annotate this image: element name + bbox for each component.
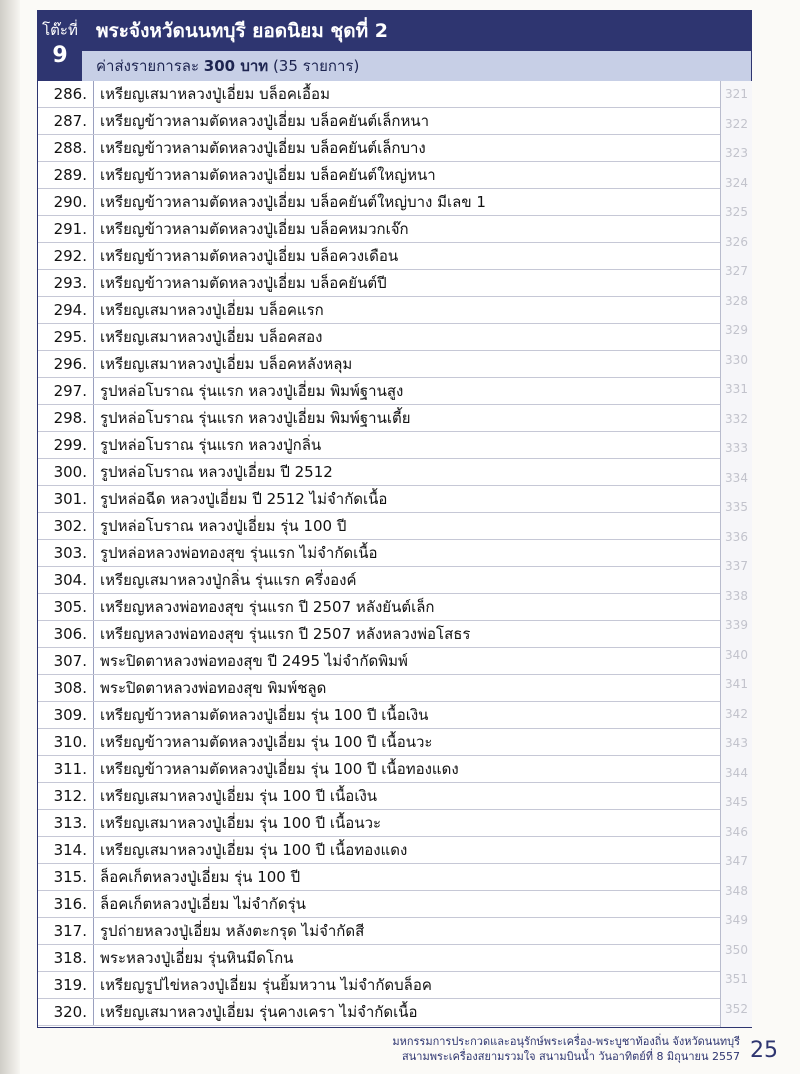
entry-number: 296.	[38, 351, 94, 377]
table-row	[38, 972, 751, 999]
table-row	[38, 648, 751, 675]
entry-number: 290.	[38, 189, 94, 215]
bleed-through-number: 332	[725, 411, 748, 426]
bleed-through-number: 333	[725, 441, 748, 455]
table-label-word: โต๊ะที่	[42, 21, 78, 39]
bleed-through-number: 340	[725, 647, 748, 662]
entry-text: พระปิดตาหลวงพ่อทองสุข ปี 2495 ไม่จำกัดพิมพ์	[100, 652, 408, 670]
bleed-through-number: 327	[725, 264, 748, 278]
entry-rows	[38, 81, 751, 1027]
entry-number: 301.	[38, 486, 94, 512]
bleed-through-number: 322	[725, 116, 748, 131]
bleed-through-number: 351	[725, 972, 748, 986]
table-row	[38, 405, 751, 432]
bleed-through-number: 325	[725, 205, 748, 219]
entry-text: เหรียญข้าวหลามตัดหลวงปู่เอี่ยม บล็อคยันต์ใหญ่บาง มีเลข 1	[100, 193, 486, 211]
bleed-through-number: 339	[725, 618, 748, 632]
footer-event-title: มหกรรมการประกวดและอนุรักษ์พระเครื่อง-พระบูชาท้องถิ่น จังหวัดนนทบุรี	[392, 1035, 740, 1048]
entry-text: เหรียญข้าวหลามตัดหลวงปู่เอี่ยม บล็อคยันต์ปี	[100, 274, 387, 292]
entry-text: รูปหล่อโบราณ หลวงปู่เอี่ยม รุ่น 100 ปี	[100, 517, 347, 535]
table-row	[38, 459, 751, 486]
entry-number: 289.	[38, 162, 94, 188]
bleed-through-number: 321	[725, 87, 748, 101]
entry-number: 292.	[38, 243, 94, 269]
table-row	[38, 513, 751, 540]
entry-number: 307.	[38, 648, 94, 674]
entry-number: 293.	[38, 270, 94, 296]
table-row	[38, 162, 751, 189]
table-label-box	[38, 11, 82, 81]
table-row	[38, 351, 751, 378]
table-row	[38, 756, 751, 783]
entry-text: ล็อคเก็ตหลวงปู่เอี่ยม ไม่จำกัดรุ่น	[100, 895, 306, 913]
entry-number: 294.	[38, 297, 94, 323]
entry-text: เหรียญเสมาหลวงปู่เอี่ยม บล็อคหลังหลุม	[100, 355, 353, 373]
table-row	[38, 729, 751, 756]
bleed-through-number: 338	[725, 588, 748, 603]
bleed-through-column	[720, 81, 752, 1027]
table-row	[38, 540, 751, 567]
entry-text: เหรียญข้าวหลามตัดหลวงปู่เอี่ยม รุ่น 100 ปี เนื้อทองแดง	[100, 760, 459, 778]
entry-text: เหรียญเสมาหลวงปู่เอี่ยม บล็อคสอง	[100, 328, 323, 346]
table-row	[38, 675, 751, 702]
entry-text: ล็อคเก็ตหลวงปู่เอี่ยม รุ่น 100 ปี	[100, 868, 301, 886]
bleed-through-number: 341	[725, 677, 748, 691]
table-row	[38, 918, 751, 945]
entry-number: 312.	[38, 783, 94, 809]
entry-number: 304.	[38, 567, 94, 593]
table-row	[38, 324, 751, 351]
entry-number: 318.	[38, 945, 94, 971]
footer-event-venue: สนามพระเครื่องสยามรวมใจ สนามบินน้ำ วันอาทิตย์ที่ 8 มิถุนายน 2557	[402, 1050, 740, 1063]
entry-number: 298.	[38, 405, 94, 431]
entry-number: 302.	[38, 513, 94, 539]
table-header	[38, 11, 751, 81]
bleed-through-number: 329	[725, 323, 748, 337]
bleed-through-number: 345	[725, 795, 748, 809]
bleed-through-number: 323	[725, 146, 748, 160]
entry-table	[37, 10, 752, 1028]
table-row	[38, 702, 751, 729]
entry-text: เหรียญข้าวหลามตัดหลวงปู่เอี่ยม บล็อคยันต์เล็กบาง	[100, 139, 426, 157]
table-row	[38, 621, 751, 648]
table-row	[38, 486, 751, 513]
entry-text: เหรียญข้าวหลามตัดหลวงปู่เอี่ยม รุ่น 100 ปี เนื้อเงิน	[100, 706, 429, 724]
entry-number: 303.	[38, 540, 94, 566]
bleed-through-number: 337	[725, 559, 748, 573]
table-title: พระจังหวัดนนทบุรี ยอดนิยม ชุดที่ 2	[82, 11, 751, 51]
table-subtitle	[82, 51, 751, 81]
entry-text: เหรียญเสมาหลวงปู่เอี่ยม รุ่น 100 ปี เนื้อทองแดง	[100, 841, 408, 859]
bleed-through-number: 328	[725, 293, 748, 308]
entry-text: เหรียญเสมาหลวงปู่เอี่ยม รุ่นคางเครา ไม่จำกัดเนื้อ	[100, 1003, 418, 1021]
bleed-through-number: 348	[725, 883, 748, 898]
entry-number: 308.	[38, 675, 94, 701]
entry-text: รูปหล่อฉีด หลวงปู่เอี่ยม ปี 2512 ไม่จำกัดเนื้อ	[100, 490, 388, 508]
entry-number: 297.	[38, 378, 94, 404]
entry-text: พระปิดตาหลวงพ่อทองสุข พิมพ์ชลูด	[100, 679, 327, 697]
entry-number: 309.	[38, 702, 94, 728]
table-row	[38, 567, 751, 594]
entry-text: เหรียญข้าวหลามตัดหลวงปู่เอี่ยม บล็อคยันต์ใหญ่หนา	[100, 166, 436, 184]
bleed-through-number: 334	[725, 470, 748, 485]
page-footer	[380, 1034, 740, 1068]
page-number: 25	[750, 1038, 778, 1063]
bleed-through-number: 350	[725, 942, 748, 957]
table-row	[38, 297, 751, 324]
entry-number: 315.	[38, 864, 94, 890]
table-row	[38, 108, 751, 135]
bleed-through-number: 347	[725, 854, 748, 868]
subtitle-count: (35 รายการ)	[272, 57, 360, 75]
entry-number: 295.	[38, 324, 94, 350]
entry-number: 305.	[38, 594, 94, 620]
entry-number: 287.	[38, 108, 94, 134]
entry-text: เหรียญเสมาหลวงปู่เอี่ยม รุ่น 100 ปี เนื้อนวะ	[100, 814, 382, 832]
table-row	[38, 216, 751, 243]
entry-text: พระหลวงปู่เอี่ยม รุ่นหินมีดโกน	[100, 949, 294, 967]
table-row	[38, 783, 751, 810]
entry-number: 291.	[38, 216, 94, 242]
entry-text: เหรียญเสมาหลวงปู่เอี่ยม บล็อคเอื้อม	[100, 85, 330, 103]
bleed-through-number: 326	[725, 234, 748, 249]
entry-text: รูปถ่ายหลวงปู่เอี่ยม หลังตะกรุด ไม่จำกัดสี	[100, 922, 365, 940]
entry-number: 316.	[38, 891, 94, 917]
bleed-through-number: 352	[725, 1001, 748, 1016]
entry-text: เหรียญข้าวหลามตัดหลวงปู่เอี่ยม บล็อคยันต์เล็กหนา	[100, 112, 430, 130]
table-row	[38, 942, 751, 972]
table-row	[38, 270, 751, 297]
entry-text: เหรียญข้าวหลามตัดหลวงปู่เอี่ยม รุ่น 100 ปี เนื้อนวะ	[100, 733, 433, 751]
entry-number: 306.	[38, 621, 94, 647]
bleed-through-number: 335	[725, 500, 748, 514]
bleed-through-number: 336	[725, 529, 748, 544]
bleed-through-number: 343	[725, 736, 748, 750]
table-row	[38, 810, 751, 837]
table-row	[38, 81, 751, 108]
table-row	[38, 432, 751, 459]
table-row	[38, 378, 751, 405]
entry-number: 311.	[38, 756, 94, 782]
subtitle-price: 300 บาท	[203, 57, 269, 75]
bleed-through-number: 324	[725, 175, 748, 190]
bleed-through-number: 349	[725, 913, 748, 927]
bleed-through-number: 344	[725, 765, 748, 780]
entry-number: 313.	[38, 810, 94, 836]
entry-text: เหรียญหลวงพ่อทองสุข รุ่นแรก ปี 2507 หลังยันต์เล็ก	[100, 598, 435, 616]
entry-text: เหรียญหลวงพ่อทองสุข รุ่นแรก ปี 2507 หลังหลวงพ่อโสธร	[100, 625, 471, 643]
entry-text: เหรียญเสมาหลวงปู่เอี่ยม รุ่น 100 ปี เนื้อเงิน	[100, 787, 378, 805]
bleed-through-number: 342	[725, 706, 748, 721]
entry-text: รูปหล่อโบราณ รุ่นแรก หลวงปู่เอี่ยม พิมพ์ฐานเตี้ย	[100, 409, 411, 427]
table-row	[38, 891, 751, 918]
table-row	[38, 999, 751, 1026]
bleed-through-number: 346	[725, 824, 748, 839]
table-label-number: 9	[52, 43, 68, 68]
entry-text: รูปหล่อหลวงพ่อทองสุข รุ่นแรก ไม่จำกัดเนื้อ	[100, 544, 378, 562]
entry-number: 288.	[38, 135, 94, 161]
entry-text: เหรียญข้าวหลามตัดหลวงปู่เอี่ยม บล็อคหมวกเจ๊ก	[100, 220, 409, 238]
table-row	[38, 243, 751, 270]
entry-number: 310.	[38, 729, 94, 755]
table-row	[38, 594, 751, 621]
entry-text: รูปหล่อโบราณ รุ่นแรก หลวงปู่กลิ่น	[100, 436, 322, 454]
entry-number: 286.	[38, 81, 94, 107]
entry-text: เหรียญเสมาหลวงปู่กลิ่น รุ่นแรก ครึ่งองค์	[100, 571, 357, 589]
entry-text: เหรียญรูปไข่หลวงปู่เอี่ยม รุ่นยิ้มหวาน ไม่จำกัดบล็อค	[100, 976, 432, 994]
entry-text: รูปหล่อโบราณ รุ่นแรก หลวงปู่เอี่ยม พิมพ์ฐานสูง	[100, 382, 404, 400]
subtitle-prefix: ค่าส่งรายการละ	[96, 57, 200, 75]
entry-number: 319.	[38, 972, 94, 998]
entry-number: 299.	[38, 432, 94, 458]
table-row	[38, 837, 751, 864]
table-row	[38, 189, 751, 216]
bleed-through-number: 330	[725, 352, 748, 367]
entry-text: เหรียญข้าวหลามตัดหลวงปู่เอี่ยม บล็อควงเดือน	[100, 247, 399, 265]
entry-number: 320.	[38, 999, 94, 1025]
entry-text: เหรียญเสมาหลวงปู่เอี่ยม บล็อคแรก	[100, 301, 324, 319]
table-row	[38, 864, 751, 891]
entry-number: 314.	[38, 837, 94, 863]
bleed-through-number: 331	[725, 382, 748, 396]
entry-number: 317.	[38, 918, 94, 944]
entry-text: รูปหล่อโบราณ หลวงปู่เอี่ยม ปี 2512	[100, 463, 333, 481]
table-row	[38, 135, 751, 162]
page-edge-shadow	[0, 0, 20, 1074]
entry-number: 300.	[38, 459, 94, 485]
